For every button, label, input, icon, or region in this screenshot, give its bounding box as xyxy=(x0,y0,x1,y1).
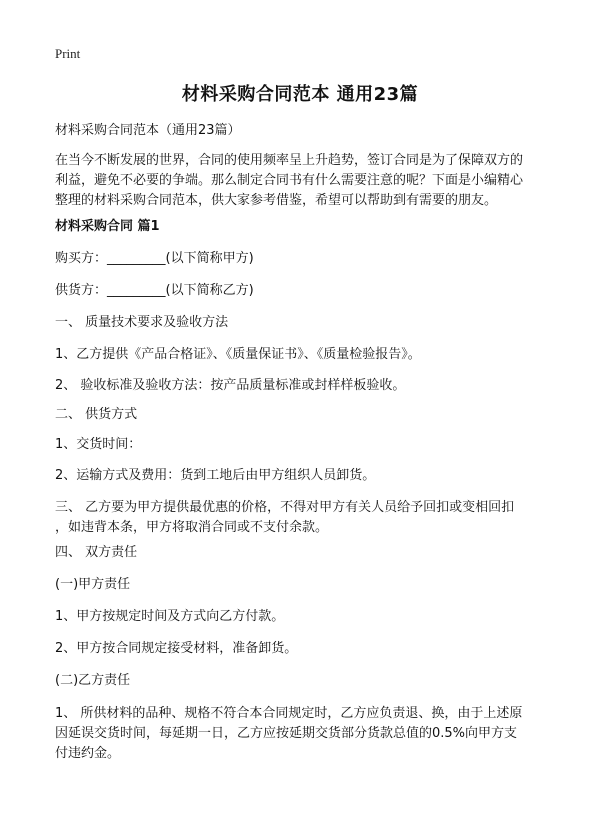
print-link[interactable]: Print xyxy=(55,46,81,61)
party-b-title: (二)乙方责任 xyxy=(55,673,131,688)
clause-2-title: 二、 供货方式 xyxy=(55,407,138,422)
section-heading: 材料采购合同 篇1 xyxy=(55,219,160,234)
intro-line: 利益，避免不必要的争端。那么制定合同书有什么需要注意的呢？下面是小编精心 xyxy=(55,173,524,188)
clause-2-item-2: 2、运输方式及费用：货到工地后由甲方组织人员卸货。 xyxy=(55,468,376,483)
clause-1-title: 一、 质量技术要求及验收方法 xyxy=(55,315,229,330)
party-b-item-1-paragraph xyxy=(55,704,555,764)
intro-line: 在当今不断发展的世界，合同的使用频率呈上升趋势，签订合同是为了保障双方的 xyxy=(55,153,524,168)
party-a-item-1: 1、甲方按规定时间及方式向乙方付款。 xyxy=(55,609,285,624)
party-a-item-2: 2、甲方按合同规定接受材料，准备卸货。 xyxy=(55,641,298,656)
clause-4-title: 四、 双方责任 xyxy=(55,545,138,560)
party-b-item-1-line: 付违约金。 xyxy=(55,746,121,761)
clause-3-line: ，如违背本条，甲方将取消合同或不支付余款。 xyxy=(55,520,329,535)
party-b-item-1-line: 1、 所供材料的品种、规格不符合本合同规定时，乙方应负责退、换，由于上述原 xyxy=(55,706,523,721)
clause-2-item-1: 1、交货时间： xyxy=(55,437,142,452)
buyer-line: 购买方：_________(以下简称甲方) xyxy=(55,251,254,266)
intro-line: 整理的材料采购合同范本，供大家参考借鉴，希望可以帮助到有需要的朋友。 xyxy=(55,193,498,208)
party-b-item-1-line: 因延误交货时间，每延期一日，乙方应按延期交货部分货款总值的0.5%向甲方支 xyxy=(55,726,518,741)
intro-paragraph xyxy=(55,151,555,211)
supplier-line: 供货方：_________(以下简称乙方) xyxy=(55,283,254,298)
clause-3-line: 三、 乙方要为甲方提供最优惠的价格，不得对甲方有关人员给予回扣或变相回扣 xyxy=(55,500,515,515)
clause-3-paragraph xyxy=(55,498,555,538)
party-a-title: (一)甲方责任 xyxy=(55,577,131,592)
clause-1-item-2: 2、 验收标准及验收方法：按产品质量标准或封样样板验收。 xyxy=(55,378,406,393)
clause-1-item-1: 1、乙方提供《产品合格证》、《质量保证书》、《质量检验报告》。 xyxy=(55,347,421,362)
document-subtitle: 材料采购合同范本（通用23篇） xyxy=(55,123,241,138)
document-title: 材料采购合同范本 通用23篇 xyxy=(181,84,419,105)
